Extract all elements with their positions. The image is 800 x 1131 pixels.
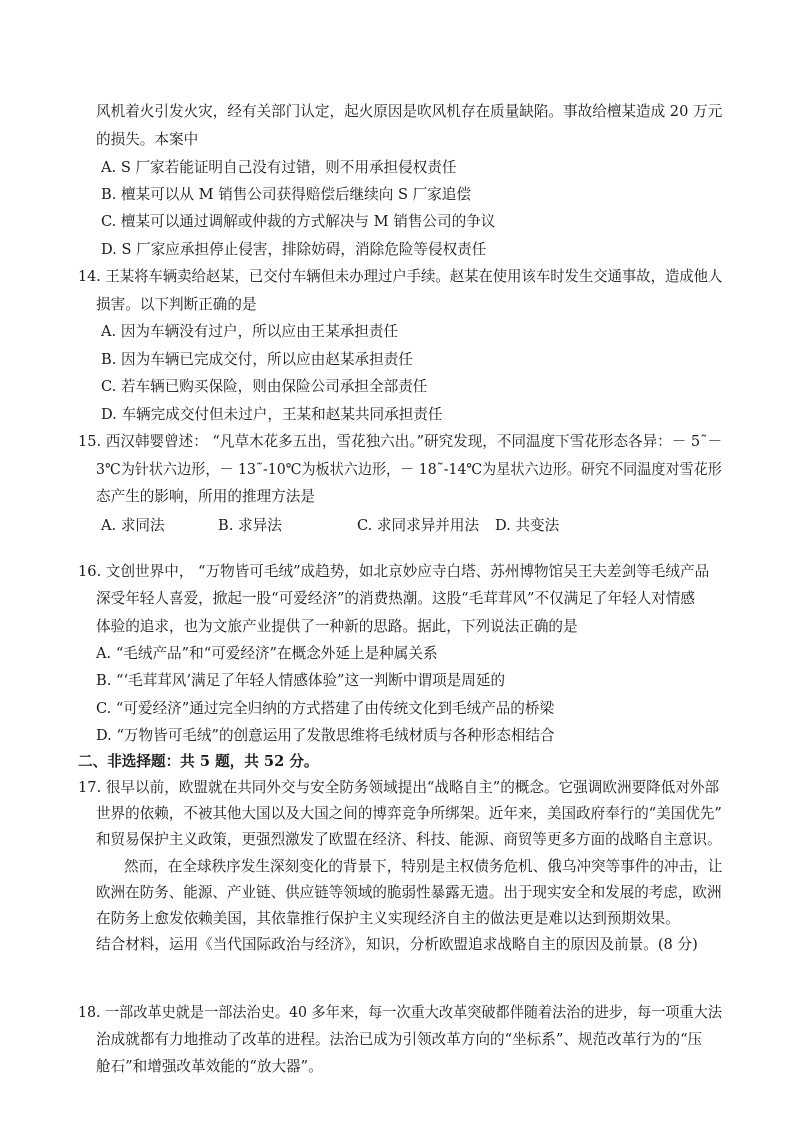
q17-material-line5: 欧洲在防务、能源、产业链、供应链等领域的脆弱性暴露无遗。出于现实安全和发展的考虑，欧洲 bbox=[96, 884, 722, 901]
q16-option-d: D. “万物皆可毛绒”的创意运用了发散思维将毛绒材质与各种形态相结合 bbox=[96, 727, 555, 744]
q14-option-a: A. 因为车辆没有过户，所以应由王某承担责任 bbox=[101, 323, 399, 340]
q16-stem-line1: 16. 文创世界中， “万物皆可毛绒”成趋势，如北京妙应寺白塔、苏州博物馆吴王夫差剑等毛绒产品 bbox=[78, 563, 710, 580]
q16-option-b: B. “‘毛茸茸风’满足了年轻人情感体验”这一判断中谓项是周延的 bbox=[96, 672, 506, 689]
q16-option-c: C. “可爱经济”通过完全归纳的方式搭建了由传统文化到毛绒产品的桥梁 bbox=[96, 700, 555, 717]
q13-option-d: D. S 厂家应承担停止侵害，排除妨碍，消除危险等侵权责任 bbox=[101, 241, 487, 258]
q17-material-line2: 世界的依赖，不被其他大国以及大国之间的博弈竞争所绑架。近年来，美国政府奉行的“美国优先” bbox=[96, 805, 722, 822]
q15-stem-line3: 态产生的影响，所用的推理方法是 bbox=[96, 488, 315, 505]
q15-option-d: D. 共变法 bbox=[495, 517, 560, 534]
q13-option-c: C. 檀某可以通过调解或仲裁的方式解决与 M 销售公司的争议 bbox=[101, 213, 496, 230]
q14-stem-line2: 损害。以下判断正确的是 bbox=[96, 296, 257, 313]
q13-text-line2: 的损失。本案中 bbox=[96, 131, 199, 148]
q13-option-a: A. S 厂家若能证明自己没有过错，则不用承担侵权责任 bbox=[101, 159, 457, 176]
q15-stem-line2: 3℃为针状六边形，－ 13˜-10℃为板状六边形，－ 18˜-14℃为星状六边形。研究不同温度对雪花形 bbox=[96, 461, 722, 478]
q15-option-c: C. 求同求异并用法 bbox=[357, 517, 480, 534]
q17-material-line4: 然而，在全球秩序发生深刻变化的背景下，特别是主权债务危机、俄乌冲突等事件的冲击，让 bbox=[124, 858, 723, 875]
q14-stem-line1: 14. 王某将车辆卖给赵某，已交付车辆但未办理过户手续。赵某在使用该车时发生交通事故，造成他人 bbox=[78, 268, 723, 285]
q15-option-a: A. 求同法 bbox=[101, 517, 165, 534]
q13-text-line1: 风机着火引发火灾，经有关部门认定，起火原因是吹风机存在质量缺陷。事故给檀某造成 20 万元 bbox=[96, 103, 723, 120]
q14-option-b: B. 因为车辆已完成交付，所以应由赵某承担责任 bbox=[101, 351, 413, 368]
q18-material-line2: 治成就都有力地推动了改革的进程。法治已成为引领改革方向的“坐标系”、规范改革行为的“压 bbox=[96, 1031, 703, 1048]
q15-stem-line1: 15. 西汉韩婴曾述： “凡草木花多五出，雪花独六出。”研究发现，不同温度下雪花形态各异：－ 5˜－ bbox=[78, 433, 723, 450]
q14-option-c: C. 若车辆已购买保险，则由保险公司承担全部责任 bbox=[101, 378, 428, 395]
q17-material-line1: 17. 很早以前，欧盟就在共同外交与安全防务领域提出“战略自主”的概念。它强调欧洲要降低对外部 bbox=[78, 779, 720, 796]
q14-option-d: D. 车辆完成交付但未过户，王某和赵某共同承担责任 bbox=[101, 406, 443, 423]
q17-material-line6: 在防务上愈发依赖美国，其依靠推行保护主义实现经济自主的做法更是难以达到预期效果。 bbox=[96, 910, 680, 927]
q17-question: 结合材料，运用《当代国际政治与经济》，知识，分析欧盟追求战略自主的原因及前景。(8 分) bbox=[96, 936, 698, 953]
q16-stem-line2: 深受年轻人喜爱，掀起一股“可爱经济”的消费热潮。这股“毛茸茸风”不仅满足了年轻人对情感 bbox=[96, 590, 696, 607]
q16-option-a: A. “毛绒产品”和“可爱经济”在概念外延上是种属关系 bbox=[96, 645, 438, 662]
section2-heading: 二、非选择题：共 5 题，共 52 分。 bbox=[78, 753, 319, 770]
q18-material-line3: 舱石”和增强改革效能的“放大器”。 bbox=[96, 1058, 323, 1075]
q15-option-b: B. 求异法 bbox=[218, 517, 282, 534]
q16-stem-line3: 体验的追求，也为文旅产业提供了一种新的思路。据此，下列说法正确的是 bbox=[96, 618, 578, 635]
q17-material-line3: 和贸易保护主义政策，更强烈激发了欧盟在经济、科技、能源、商贸等更多方面的战略自主意识。 bbox=[96, 831, 722, 848]
q18-material-line1: 18. 一部改革史就是一部法治史。40 多年来，每一次重大改革突破都伴随着法治的进步，每一项重大法 bbox=[78, 1004, 723, 1021]
q13-option-b: B. 檀某可以从 M 销售公司获得赔偿后继续向 S 厂家追偿 bbox=[101, 186, 471, 203]
